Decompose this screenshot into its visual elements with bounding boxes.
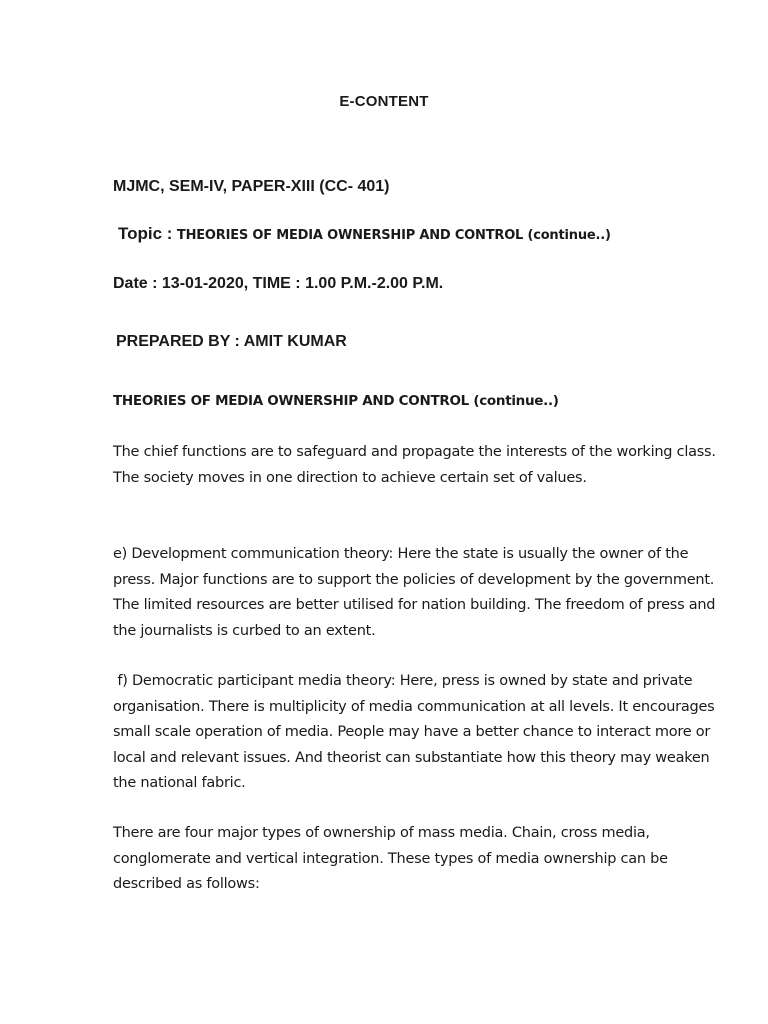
document-title: E-CONTENT bbox=[339, 93, 429, 110]
topic-line bbox=[118, 224, 611, 244]
topic-label: Topic : bbox=[118, 224, 173, 243]
date-line: Date : 13-01-2020, TIME : 1.00 P.M.-2.00 P.M. bbox=[113, 275, 444, 292]
prepared-by-line: PREPARED BY : AMIT KUMAR bbox=[116, 333, 347, 350]
topic-value: THEORIES OF MEDIA OWNERSHIP AND CONTROL (continue..) bbox=[176, 228, 611, 243]
paragraph-2: e) Development communication theory: Here the state is usually the owner of the press. Major functions are to support the policies of development by the government. The limited resources are better utilised for nation building. The freedom of press and the journalists is curbed to an extent. bbox=[113, 546, 716, 639]
section-heading: THEORIES OF MEDIA OWNERSHIP AND CONTROL (continue..) bbox=[113, 393, 559, 409]
paragraph-4: There are four major types of ownership of mass media. Chain, cross media, conglomerate and vertical integration. These types of media ownership can be described as follows: bbox=[113, 825, 668, 892]
paragraph-1: The chief functions are to safeguard and propagate the interests of the working class. The society moves in one direction to achieve certain set of values. bbox=[113, 444, 716, 486]
paragraph-3: f) Democratic participant media theory: Here, press is owned by state and private organisation. There is multiplicity of media communication at all levels. It encourages small scale operation of media. People may have a better chance to interact more or local and relevant issues. And theorist can substantiate how this theory may weaken the national fabric. bbox=[113, 673, 719, 791]
course-line: MJMC, SEM-IV, PAPER-XIII (CC- 401) bbox=[113, 178, 390, 195]
